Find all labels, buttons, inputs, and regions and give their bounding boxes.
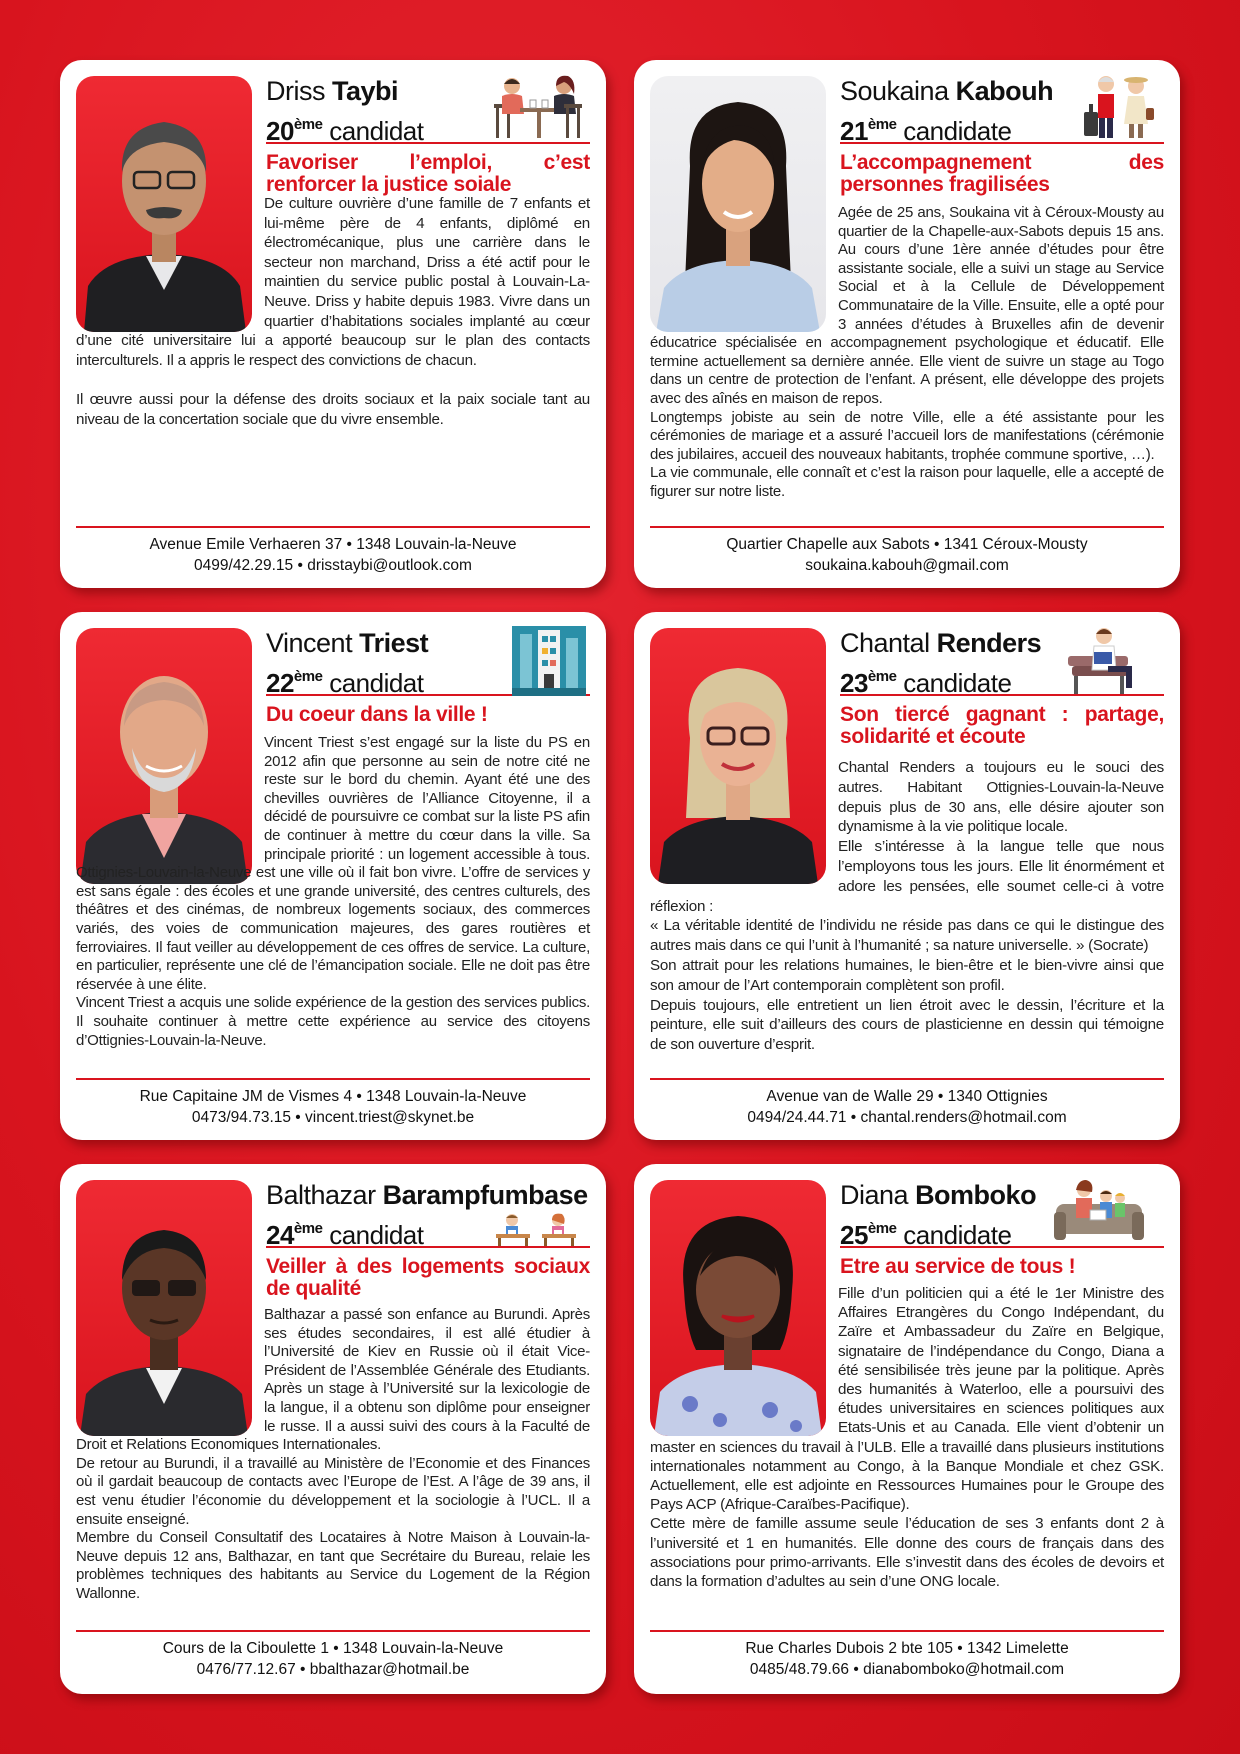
bio-paragraph: De culture ouvrière d’une famille de 7 enfants et lui-même père de 4 enfants, diplômé en électromécanique, plus une carrière dans le secteur non marchand, Driss a été actif pour le maintien du service public postal à Louvain-La-Neuve. Driss y habite depuis 1983. Vivre dans un quartier d’habitations sociales implanté au cœur d’une cité universitaire lui a apporté beaucoup sur le plan des contacts interculturels. Il a appris le respect des convictions de chacun. [76,195,590,369]
candidate-rank: 24ème candidat [266,1220,424,1250]
candidate-bio [76,194,590,429]
candidate-header [266,1178,590,1248]
candidate-headline: L’accompagnement des personnes fragilisées [840,151,1164,196]
candidate-rank: 20ème candidat [266,116,424,146]
candidate-contact [650,1078,1164,1128]
bio-paragraph: Vincent Triest a acquis une solide expérience de la gestion des services publics. Il souhaite continuer à mettre cette expérience au service des citoyens d’Ottignies-Louvain-la-Neuve. [76,994,590,1049]
candidate-address: Cours de la Ciboulette 1 • 1348 Louvain-la-Neuve [162,1640,504,1657]
candidate-bio [650,1284,1164,1591]
bio-paragraph: « La véritable identité de l’individu ne réside pas dans ce qui le distingue des autres mais dans ce qui l’unit à l’humanité ; sa nature universelle. » (Socrate) [650,917,1164,955]
candidate-name: Soukaina Kabouh [840,76,1054,106]
candidate-rank: 21ème candidate [840,116,1012,146]
candidate-card-bomboko [634,1164,1180,1694]
candidate-header [840,1178,1164,1248]
candidate-headline: Son tiercé gagnant : partage, solidarité et écoute [840,703,1164,748]
candidate-card-triest [60,612,606,1140]
candidate-headline: Veiller à des logements sociaux de qualité [266,1255,590,1300]
candidate-rank: 25ème candidate [840,1220,1012,1250]
candidate-name: Balthazar Barampfumbase [266,1180,588,1210]
candidate-phone-email: soukaina.kabouh@gmail.com [805,557,1009,574]
bio-paragraph: Chantal Renders a toujours eu le souci des autres. Habitant Ottignies-Louvain-la-Neuve depuis plus de 30 ans, elle désire ajouter son dynamisme à la vie politique locale. [838,759,1164,836]
candidate-headline: Du coeur dans la ville ! [266,703,488,726]
candidate-name: Diana Bomboko [840,1180,1037,1210]
elderly-travelers-icon [1080,74,1160,147]
candidate-address: Rue Capitaine JM de Vismes 4 • 1348 Louvain-la-Neuve [139,1088,527,1105]
candidate-address: Rue Charles Dubois 2 bte 105 • 1342 Limelette [745,1640,1069,1657]
candidate-phone-email: 0499/42.29.15 • drisstaybi@outlook.com [194,557,472,574]
candidate-name: Driss Taybi [266,76,399,106]
candidate-name: Chantal Renders [840,628,1042,658]
bio-paragraph: Vincent Triest s’est engagé sur la liste du PS en 2012 afin que personne au sein de notre cité ne reste sur le bord du chemin. Ayant été une des chevilles ouvrières de l’Alliance Citoyenne, il a décidé de poursuivre ce combat sur la liste PS afin de continuer à mettre du cœur dans la ville. Sa principale priorité : un logement accessible à tous. Ottignies-Louvain-la-Neuve est une ville où il fait bon vivre. L’offre de services y est sans égale : des écoles et une grande université, des centres culturels, des théâtres et des cinémas, de nombreux logements sociaux, des commerces variés, des voies de communication majeures, des gares routières et ferroviaires. Il faut veiller au développement de ces offres de service. La culture, en particulier, représente une clé de l’émancipation sociale. Elle ne doit pas être réservée à une élite. [76,734,590,993]
bio-paragraph: Cette mère de famille assume seule l’éducation de ses 3 enfants dont 2 à l’université et 1 en humanités. Elle donne des cours de français dans des associations pour primo-arrivants. Elle s’investit dans des écoles de devoirs et dans la formation d’adultes au sein d’une ONG locale. [650,1515,1164,1591]
candidate-address: Avenue Emile Verhaeren 37 • 1348 Louvain-la-Neuve [149,536,517,553]
candidate-bio [650,204,1164,502]
candidate-phone-email: 0473/94.73.15 • vincent.triest@skynet.be [191,1109,475,1126]
reading-on-bench-icon [1064,626,1144,701]
couple-at-table-icon [490,74,586,145]
candidate-contact [76,526,590,576]
candidate-header [266,626,590,696]
candidate-rank: 23ème candidate [840,668,1012,698]
candidate-contact [650,1630,1164,1680]
students-at-desks-icon [492,1212,584,1251]
candidate-headline: Favoriser l’emploi, c’est renforcer la justice soiale [266,151,590,196]
candidate-address: Avenue van de Walle 29 • 1340 Ottignies [766,1088,1048,1105]
candidate-header [840,74,1164,144]
candidate-header [266,74,590,144]
candidate-contact [650,526,1164,576]
candidate-rank: 22ème candidat [266,668,424,698]
candidate-contact [76,1630,590,1680]
bio-paragraph: Elle s’intéresse à la langue telle que nous l’employons tous les jours. Elle lit énormément et adore les pensées, elle soumet celle-ci à votre réflexion : [650,838,1164,915]
bio-paragraph: Depuis toujours, elle entretient un lien étroit avec le dessin, l’écriture et la peinture, elle suit d’ailleurs des cours de plasticienne en dessin qui témoigne de son ouverture d’esprit. [650,996,1164,1054]
candidate-header [840,626,1164,696]
bio-paragraph: Membre du Conseil Consultatif des Locataires à Notre Maison à Louvain-la-Neuve depuis 12 ans, Balthazar, en tant que Secrétaire du Bureau, relaie les problèmes techniques des habitants au Service du Logement de la Région Wallonne. [76,1529,590,1602]
candidate-name: Vincent Triest [266,628,429,658]
candidate-phone-email: 0494/24.44.71 • chantal.renders@hotmail.com [747,1109,1067,1126]
candidate-address: Quartier Chapelle aux Sabots • 1341 Céroux-Mousty [726,536,1088,553]
candidate-card-renders [634,612,1180,1140]
bio-paragraph: De retour au Burundi, il a travaillé au Ministère de l’Economie et des Finances où il gardait beaucoup de contacts avec l’Europe de l’Est. A l’âge de 39 ans, il est venu étudier l’économie du développement et la sociologie à l’UCL. Il a ensuite enseigné. [76,1454,590,1528]
candidate-phone-email: 0476/77.12.67 • bbalthazar@hotmail.be [196,1661,470,1678]
bio-paragraph: Longtemps jobiste au sein de notre Ville, elle a été assistante pour les cérémonies de mariage et a assuré l’accueil lors de manifestations (cérémonie des jubilaires, accueil des nouveaux habitants, trophée commune sportive, …). [650,408,1164,463]
candidate-bio [76,1306,590,1604]
candidate-contact [76,1078,590,1128]
bio-paragraph: Balthazar a passé son enfance au Burundi. Après ses études secondaires, il est allé étudier à l’Université de Kiev en Russie où il était Vice-Président de l’Assemblée Générale des Etudiants. Après un stage à l’Université sur la lexicologie de la langue, il a obtenu son diplôme pour enseigner le russe. Il a aussi suivi des cours à la Faculté de Droit et Relations Economiques Internationales. [76,1306,590,1454]
bio-paragraph: Il œuvre aussi pour la défense des droits sociaux et la paix sociale tant au niveau de la concertation sociale que du vivre ensemble. [76,390,590,428]
candidate-card-taybi [60,60,606,588]
bio-paragraph: Son attrait pour les relations humaines, le bien-être et le bien-vivre ainsi que son amour de l’Art contemporain complètent son profil. [650,956,1164,994]
candidate-bio [650,758,1164,1055]
candidate-phone-email: 0485/48.79.66 • dianabomboko@hotmail.com [749,1661,1065,1678]
family-on-sofa-icon [1054,1178,1144,1249]
bio-paragraph: Agée de 25 ans, Soukaina vit à Céroux-Mousty au quartier de la Chapelle-aux-Sabots depuis 15 ans. Au cours d’une 1ère année d’études pour être assistante sociale, elle a suivi un stage au Service Social et à la Cellule de Développement Communataire de la Ville. Ensuite, elle a opté pour 3 années d’études à Bruxelles afin de devenir éducatrice spécialisée en accompagnement psychologique et éducatif. Elle termine actuellement sa dernière année. Elle vient de suivre un stage au Togo dans un centre de protection de l’enfant. A présent, elle développe des projets avec des aînés en maison de repos. [650,204,1164,407]
candidate-card-barampfumbase [60,1164,606,1694]
candidate-card-kabouh [634,60,1180,588]
candidate-headline: Etre au service de tous ! [840,1255,1076,1278]
bio-paragraph: La vie communale, elle connaît et c’est la raison pour laquelle, elle a accepté de figurer sur notre liste. [650,464,1164,500]
bio-paragraph: Fille d’un politicien qui a été le 1er Ministre des Affaires Etrangères du Congo Indépendant, du Zaïre et Ambassadeur du Zaïre en Belgique, signataire de l’indépendance du Congo, Diana a été sensibilisée très jeune par la politique. Après des humanités à Waterloo, elle a poursuivi des études universitaires en sciences politiques aux Etats-Unis et au Canada. Elle vient d’obtenir un master en sciences du travail à l’ULB. Elle a travaillé dans plusieurs institutions internationales notamment au Congo, à la Banque Mondiale et chez GSK. Actuellement, elle est adjointe en Ressources Humaines pour le Groupe des Pays ACP (Afrique-Caraïbes-Pacifique). [650,1285,1164,1514]
candidate-bio [76,734,590,1050]
city-building-icon [512,626,586,701]
